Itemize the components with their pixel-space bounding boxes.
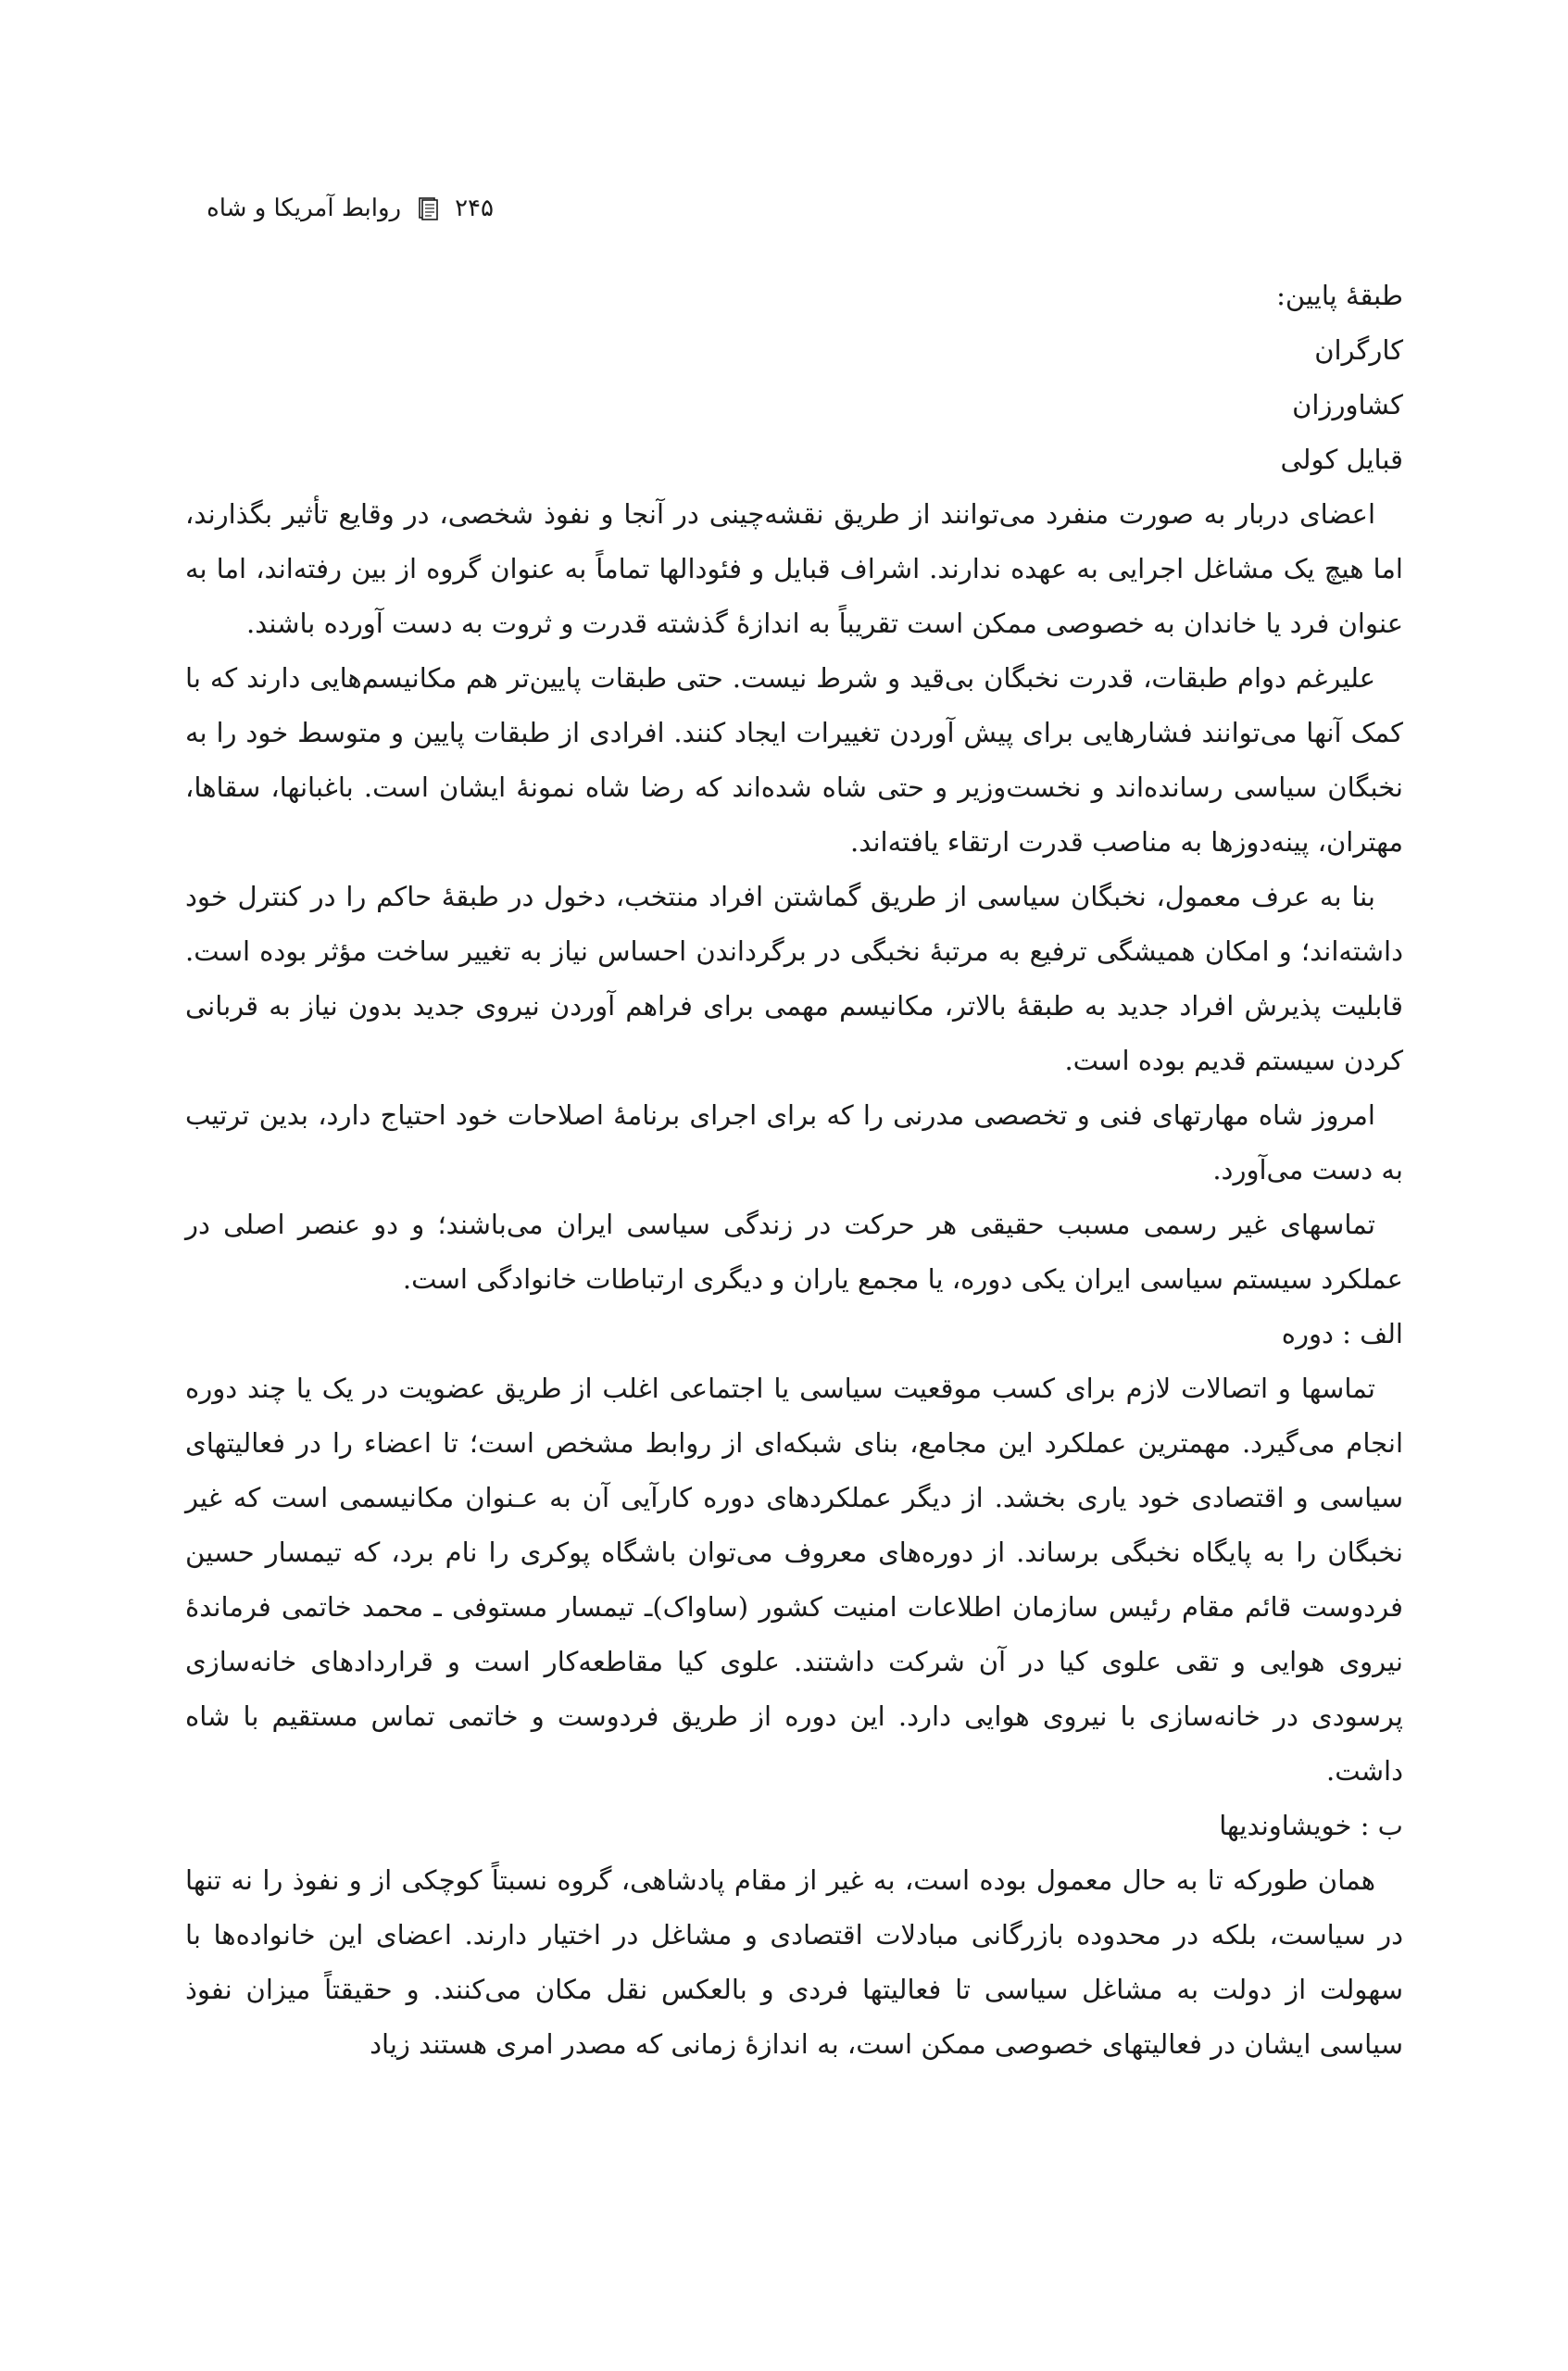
section-b-heading: ب : خویشاوندیها [1219, 1810, 1403, 1841]
list-item: کشاورزان [1292, 389, 1403, 420]
list-item: قبایل کولی [1280, 444, 1403, 475]
lower-class-heading: طبقهٔ پایین: [1276, 280, 1403, 311]
list-item: کارگران [1314, 334, 1403, 366]
book-icon [418, 196, 438, 220]
running-title: روابط آمریکا و شاه [207, 194, 402, 222]
running-header [185, 190, 494, 227]
section-a-paragraph: تماسها و اتصالات لازم برای کسب موقعیت سیاسی یا اجتماعی اغلب از طریق عضویت در یک یا چند دوره انجام می‌گیرد. مهمترین عملکرد این مجامع، بنای شبکه‌ای از روابط مشخص است؛ تا اعضاء را در فعالیتهای سیاسی و اقتصادی خود یاری بخشد. از دیگر عملکردهای دوره کارآیی آن به عـنوان مکانیسمی است که غیر نخبگان را به پایگاه نخبگی برساند. از دوره‌های معروف می‌توان باشگاه پوکری را نام برد، که تیمسار حسین فردوست قائم مقام رئیس سازمان اطلاعات امنیت کشور (ساواک)ـ تیمسار مستوفی ـ محمد خاتمی فرماندهٔ نیروی هوایی و تقی علوی کیا در آن شرکت داشتند. علوی کیا مقاطعه‌کار است و قراردادهای خانه‌سازی پرسودی در خانه‌سازی با نیروی هوایی دارد. این دوره از طریق فردوست و خاتمی تماس مستقیم با شاه داشت. [185, 1373, 1403, 1787]
paragraph: بنا به عرف معمول، نخبگان سیاسی از طریق گماشتن افراد منتخب، دخول در طبقهٔ حاکم را در کنترل خود داشته‌اند؛ و امکان همیشگی ترفیع به مرتبهٔ نخبگی در برگرداندن احساس نیاز به تغییر ساخت مؤثر بوده است. قابلیت پذیرش افراد جدید به طبقهٔ بالاتر، مکانیسم مهمی برای فراهم آوردن نیروی جدید بدون نیاز به قربانی کردن سیستم قدیم بوده است. [185, 881, 1403, 1076]
paragraph: اعضای دربار به صورت منفرد می‌توانند از طریق نقشه‌چینی در آنجا و نفوذ شخصی، در وقایع تأثیر بگذارند، اما هیچ یک مشاغل اجرایی به عهده ندارند. اشراف قبایل و فئودالها تماماً به عنوان گروه از بین رفته‌اند، اما به عنوان فرد یا خاندان به خصوصی ممکن است تقریباً به اندازهٔ گذشته قدرت و ثروت به دست آورده باشند. [185, 498, 1403, 639]
paragraph: علیرغم دوام طبقات، قدرت نخبگان بی‌قید و شرط نیست. حتی طبقات پایین‌تر هم مکانیسم‌هایی دارند که با کمک آنها می‌توانند فشارهایی برای پیش آوردن تغییرات ایجاد کنند. افرادی از طبقات پایین و متوسط خود را به نخبگان سیاسی رسانده‌اند و نخست‌وزیر و حتی شاه شده‌اند که رضا شاه نمونهٔ ایشان است. باغبانها، سقاها، مهتران، پینه‌دوزها به مناصب قدرت ارتقاء یافته‌اند. [185, 662, 1403, 858]
paragraph: امروز شاه مهارتهای فنی و تخصصی مدرنی را که برای اجرای برنامهٔ اصلاحات خود احتیاج دارد، بدین ترتیب به دست می‌آورد. [185, 1099, 1403, 1186]
page-number: ۲۴۵ [455, 194, 494, 222]
section-a-heading: الف : دوره [1281, 1318, 1403, 1349]
lower-class-list [185, 323, 1403, 487]
section-b-paragraph: همان طورکه تا به حال معمول بوده است، به غیر از مقام پادشاهی، گروه نسبتاً کوچکی از و نفوذ را نه تنها در سیاست، بلکه در محدوده بازرگانی مبادلات اقتصادی و مشاغل در اختیار دارند. اعضای این خانواده‌ها با سهولت از دولت به مشاغل سیاسی تا فعالیتها فردی و بالعکس نقل مکان می‌کنند. و حقیقتاً میزان نفوذ سیاسی ایشان در فعالیتهای خصوصی ممکن است، به اندازهٔ زمانی که مصدر امری هستند زیاد [185, 1864, 1403, 2060]
paragraph: تماسهای غیر رسمی مسبب حقیقی هر حرکت در زندگی سیاسی ایران می‌باشند؛ و دو عنصر اصلی در عملکرد سیستم سیاسی ایران یکی دوره، یا مجمع یاران و دیگری ارتباطات خانوادگی است. [185, 1209, 1403, 1295]
page-body [185, 269, 1403, 2072]
